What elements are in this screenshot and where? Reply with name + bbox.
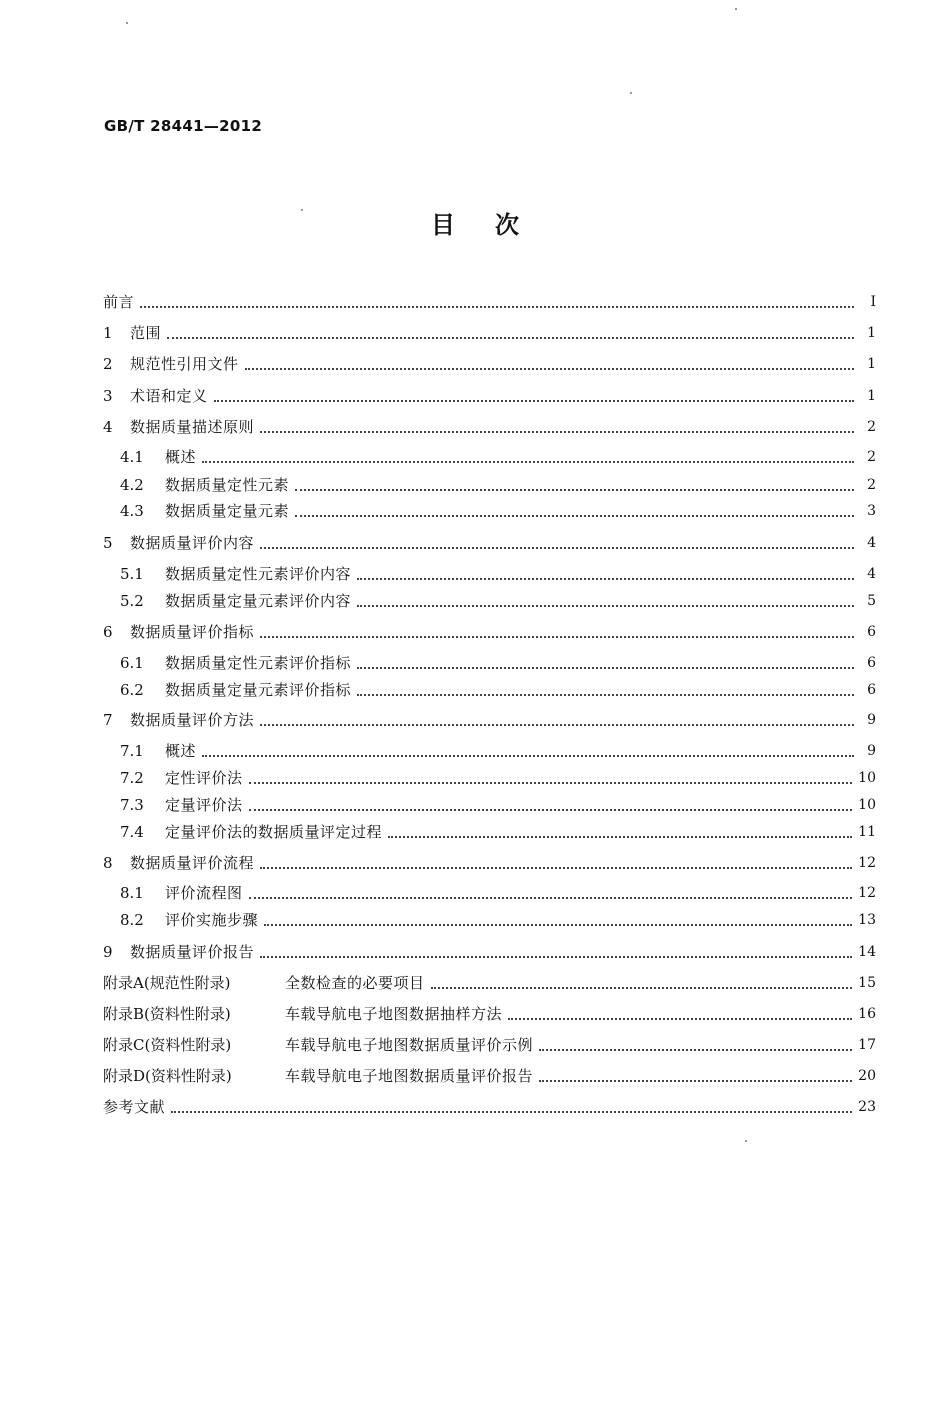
- toc-entry-page: 1: [867, 356, 876, 372]
- toc-entry-title: 数据质量定量元素评价内容: [165, 592, 352, 610]
- toc-entry-number: 8: [103, 854, 113, 872]
- toc-entry[interactable]: [103, 618, 876, 642]
- toc-entry-page: I: [870, 294, 876, 310]
- toc-entry-page: 4: [867, 566, 876, 582]
- toc-entry-title: 数据质量评价方法: [130, 711, 255, 729]
- toc-entry-title: 数据质量定量元素评价指标: [165, 681, 352, 699]
- toc-dot-leader: [388, 836, 852, 838]
- scan-speck: [735, 8, 737, 10]
- toc-dot-leader: [167, 337, 854, 339]
- toc-entry-page: 9: [867, 743, 876, 759]
- toc-entry-page: 2: [867, 477, 876, 493]
- toc-dot-leader: [249, 897, 853, 899]
- toc-entry[interactable]: [103, 969, 876, 993]
- toc-entry-title: 规范性引用文件: [130, 355, 239, 373]
- toc-entry[interactable]: [103, 1062, 876, 1086]
- toc-entry-page: 10: [858, 770, 876, 786]
- toc-dot-leader: [264, 924, 852, 926]
- toc-entry[interactable]: [103, 1000, 876, 1024]
- toc-entry-title: 评价流程图: [165, 884, 243, 902]
- toc-dot-leader: [260, 547, 854, 549]
- toc-entry[interactable]: [103, 413, 876, 437]
- toc-entry[interactable]: [120, 906, 876, 930]
- toc-entry[interactable]: [103, 350, 876, 374]
- toc-entry[interactable]: [120, 443, 876, 467]
- toc-entry-page: 10: [858, 797, 876, 813]
- toc-entry-number: 5: [103, 534, 113, 552]
- toc-entry-title: 前言: [103, 293, 135, 311]
- toc-entry-page: 6: [867, 655, 876, 671]
- toc-entry-number: 9: [103, 943, 113, 961]
- toc-entry-number: 8.1: [120, 884, 144, 902]
- toc-entry-title: 车载导航电子地图数据抽样方法: [285, 1005, 503, 1023]
- toc-entry-title: 数据质量评价报告: [130, 943, 255, 961]
- toc-entry-number: 5.2: [120, 592, 144, 610]
- toc-entry-title: 数据质量定性元素: [165, 476, 290, 494]
- toc-entry-number: 附录B(资料性附录): [103, 1005, 231, 1023]
- toc-entry-page: 23: [858, 1099, 876, 1115]
- toc-entry[interactable]: [120, 764, 876, 788]
- toc-dot-leader: [260, 956, 852, 958]
- toc-entry-title: 数据质量定性元素评价内容: [165, 565, 352, 583]
- toc-entry-page: 2: [867, 419, 876, 435]
- toc-entry-title: 范围: [130, 324, 162, 342]
- scan-speck: [630, 92, 632, 94]
- toc-entry-title: 数据质量评价指标: [130, 623, 255, 641]
- toc-dot-leader: [260, 636, 854, 638]
- toc-entry-title: 定量评价法: [165, 796, 243, 814]
- toc-entry-number: 7: [103, 711, 113, 729]
- toc-entry-number: 6.2: [120, 681, 144, 699]
- toc-entry-number: 6: [103, 623, 113, 641]
- scan-speck: [301, 209, 303, 211]
- toc-dot-leader: [260, 867, 852, 869]
- toc-entry[interactable]: [120, 791, 876, 815]
- toc-dot-leader: [171, 1111, 852, 1113]
- toc-dot-leader: [295, 515, 854, 517]
- toc-entry-title: 术语和定义: [130, 387, 208, 405]
- toc-title: 目次: [431, 211, 559, 239]
- toc-entry[interactable]: [103, 319, 876, 343]
- toc-entry-number: 7.1: [120, 742, 144, 760]
- toc-entry-page: 1: [867, 325, 876, 341]
- toc-dot-leader: [249, 809, 853, 811]
- toc-dot-leader: [260, 431, 854, 433]
- toc-entry[interactable]: [120, 560, 876, 584]
- toc-entry-page: 15: [858, 975, 876, 991]
- toc-entry-page: 20: [858, 1068, 876, 1084]
- toc-entry-title: 参考文献: [103, 1098, 166, 1116]
- toc-dot-leader: [539, 1080, 852, 1082]
- toc-entry[interactable]: [120, 649, 876, 673]
- toc-entry[interactable]: [120, 587, 876, 611]
- toc-dot-leader: [245, 368, 854, 370]
- toc-dot-leader: [295, 489, 854, 491]
- toc-entry-title: 数据质量定性元素评价指标: [165, 654, 352, 672]
- toc-entry[interactable]: [120, 818, 876, 842]
- toc-entry-page: 9: [867, 712, 876, 728]
- toc-entry-number: 附录C(资料性附录): [103, 1036, 232, 1054]
- toc-entry-title: 全数检查的必要项目: [285, 974, 425, 992]
- toc-entry-number: 2: [103, 355, 113, 373]
- toc-dot-leader: [357, 667, 854, 669]
- toc-entry-title: 定性评价法: [165, 769, 243, 787]
- toc-entry-number: 8.2: [120, 911, 144, 929]
- toc-dot-leader: [508, 1018, 852, 1020]
- toc-dot-leader: [357, 578, 854, 580]
- toc-entry-page: 1: [867, 388, 876, 404]
- toc-entry-title: 数据质量评价内容: [130, 534, 255, 552]
- toc-entry-number: 4: [103, 418, 113, 436]
- toc-entry-number: 4.3: [120, 502, 144, 520]
- toc-entry-page: 5: [867, 593, 876, 609]
- toc-entry-number: 附录D(资料性附录): [103, 1067, 232, 1085]
- toc-entry-page: 3: [867, 503, 876, 519]
- toc-entry-page: 13: [858, 912, 876, 928]
- toc-dot-leader: [357, 605, 854, 607]
- toc-entry-page: 17: [858, 1037, 876, 1053]
- standard-code: GB/T 28441—2012: [104, 117, 263, 135]
- toc-entry-title: 概述: [165, 448, 197, 466]
- toc-entry[interactable]: [103, 938, 876, 962]
- toc-entry[interactable]: [103, 849, 876, 873]
- toc-entry-page: 14: [858, 944, 876, 960]
- toc-dot-leader: [260, 724, 854, 726]
- toc-entry-page: 11: [858, 824, 876, 840]
- toc-entry[interactable]: [120, 497, 876, 521]
- scan-speck: [126, 22, 128, 24]
- scan-speck: [745, 1140, 747, 1142]
- toc-dot-leader: [539, 1049, 852, 1051]
- toc-entry-page: 2: [867, 449, 876, 465]
- toc-entry[interactable]: [120, 879, 876, 903]
- toc-dot-leader: [140, 306, 854, 308]
- toc-entry[interactable]: [103, 706, 876, 730]
- toc-entry-title: 数据质量定量元素: [165, 502, 290, 520]
- toc-entry-title: 评价实施步骤: [165, 911, 259, 929]
- toc-dot-leader: [202, 461, 854, 463]
- toc-entry-title: 概述: [165, 742, 197, 760]
- toc-dot-leader: [249, 782, 853, 784]
- toc-dot-leader: [357, 694, 854, 696]
- toc-entry-page: 4: [867, 535, 876, 551]
- toc-entry[interactable]: [103, 1031, 876, 1055]
- toc-entry-page: 12: [858, 855, 876, 871]
- toc-entry-number: 附录A(规范性附录): [103, 974, 231, 992]
- toc-entry-number: 4.1: [120, 448, 144, 466]
- toc-dot-leader: [214, 400, 854, 402]
- toc-entry[interactable]: [103, 1093, 876, 1117]
- toc-entry-number: 6.1: [120, 654, 144, 672]
- toc-entry-title: 车载导航电子地图数据质量评价示例: [285, 1036, 534, 1054]
- toc-entry-title: 数据质量描述原则: [130, 418, 255, 436]
- toc-entry-title: 数据质量评价流程: [130, 854, 255, 872]
- toc-entry[interactable]: [120, 471, 876, 495]
- toc-entry-number: 4.2: [120, 476, 144, 494]
- toc-entry-page: 16: [858, 1006, 876, 1022]
- toc-entry[interactable]: [120, 737, 876, 761]
- toc-entry[interactable]: [120, 676, 876, 700]
- toc-entry-number: 7.2: [120, 769, 144, 787]
- toc-entry-number: 7.4: [120, 823, 144, 841]
- toc-entry-title: 车载导航电子地图数据质量评价报告: [285, 1067, 534, 1085]
- toc-entry-number: 5.1: [120, 565, 144, 583]
- toc-entry-number: 7.3: [120, 796, 144, 814]
- toc-dot-leader: [202, 755, 854, 757]
- toc-dot-leader: [431, 987, 853, 989]
- toc-entry[interactable]: [103, 382, 876, 406]
- toc-entry-number: 1: [103, 324, 113, 342]
- toc-entry-number: 3: [103, 387, 113, 405]
- toc-entry[interactable]: [103, 529, 876, 553]
- toc-entry-page: 6: [867, 624, 876, 640]
- toc-entry-page: 12: [858, 885, 876, 901]
- toc-entry-title: 定量评价法的数据质量评定过程: [165, 823, 383, 841]
- toc-entry-page: 6: [867, 682, 876, 698]
- toc-entry[interactable]: [103, 288, 876, 312]
